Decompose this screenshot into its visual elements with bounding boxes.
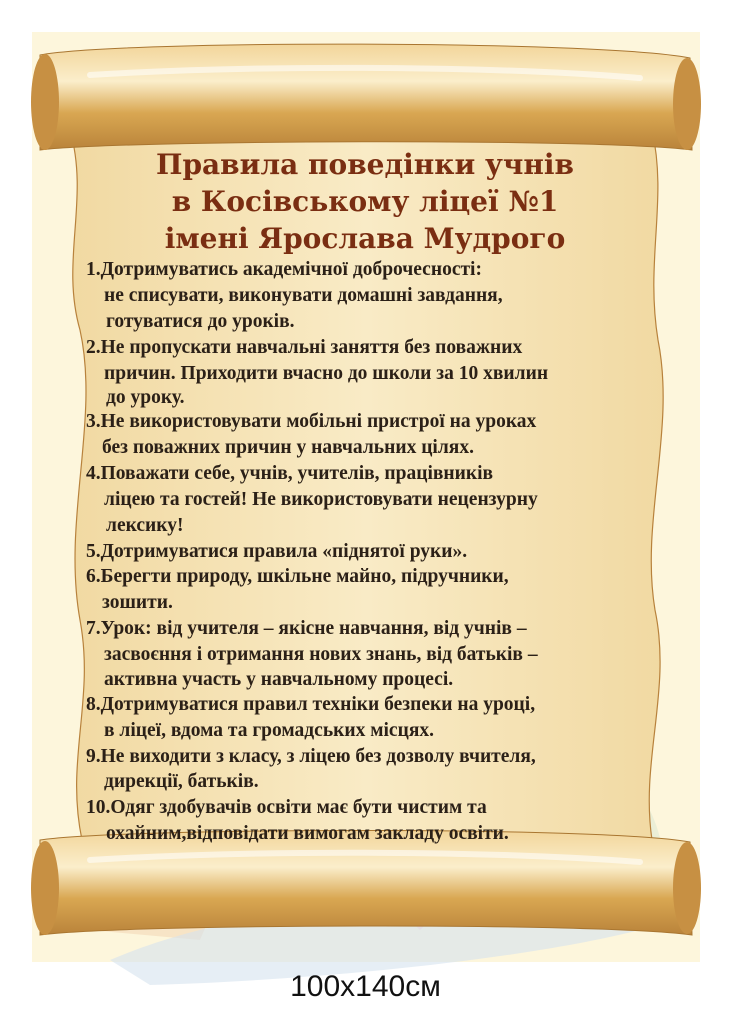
rule-line: 9.Не виходити з класу, з ліцею без дозволу вчителя, — [86, 746, 536, 767]
rule-line: без поважних причин у навчальних цілях. — [102, 437, 474, 458]
rule-line: 1.Дотримуватись академічної доброчесності: — [86, 259, 482, 280]
title-line: імені Ярослава Мудрого — [164, 222, 566, 255]
rule-line: в ліцеї, вдома та громадських місцях. — [104, 720, 434, 741]
rule-line: засвоєння і отримання нових знань, від батьків – — [104, 644, 538, 665]
rule-line: ліцею та гостей! Не використовувати нецензурну — [104, 489, 538, 510]
rule-line: активна участь у навчальному процесі. — [104, 669, 454, 690]
rule-line: готуватися до уроків. — [106, 311, 295, 332]
title-line: в Косівському ліцеї №1 — [171, 185, 559, 218]
rule-line: 8.Дотримуватися правил техніки безпеки на уроці, — [86, 694, 536, 715]
rule-line: лексику! — [106, 515, 184, 536]
rule-line: 7.Урок: від учителя – якісне навчання, від учнів – — [86, 618, 527, 639]
rule-line: 5.Дотримуватися правила «піднятої руки». — [86, 541, 468, 562]
rule-line: до уроку. — [106, 387, 185, 408]
rule-line: 3.Не використовувати мобільні пристрої на уроках — [86, 411, 537, 432]
rule-line: 2.Не пропускати навчальні заняття без поважних — [86, 337, 523, 358]
rule-line: 10.Одяг здобувачів освіти має бути чистим та — [86, 797, 487, 818]
rule-line: дирекції, батьків. — [104, 771, 259, 792]
rule-line: причин. Приходити вчасно до школи за 10 хвилин — [104, 363, 549, 384]
rule-line: зошити. — [102, 592, 173, 613]
poster-title — [100, 146, 630, 257]
rule-line: охайним,відповідати вимогам закладу освіти. — [106, 823, 509, 844]
rule-line: 4.Поважати себе, учнів, учителів, працівників — [86, 463, 494, 484]
size-label: 100x140см — [290, 970, 441, 1003]
rule-line: не списувати, виконувати домашні завдання, — [104, 285, 503, 306]
title-line: Правила поведінки учнів — [156, 148, 574, 181]
rule-line: 6.Берегти природу, шкільне майно, підручники, — [86, 566, 509, 587]
